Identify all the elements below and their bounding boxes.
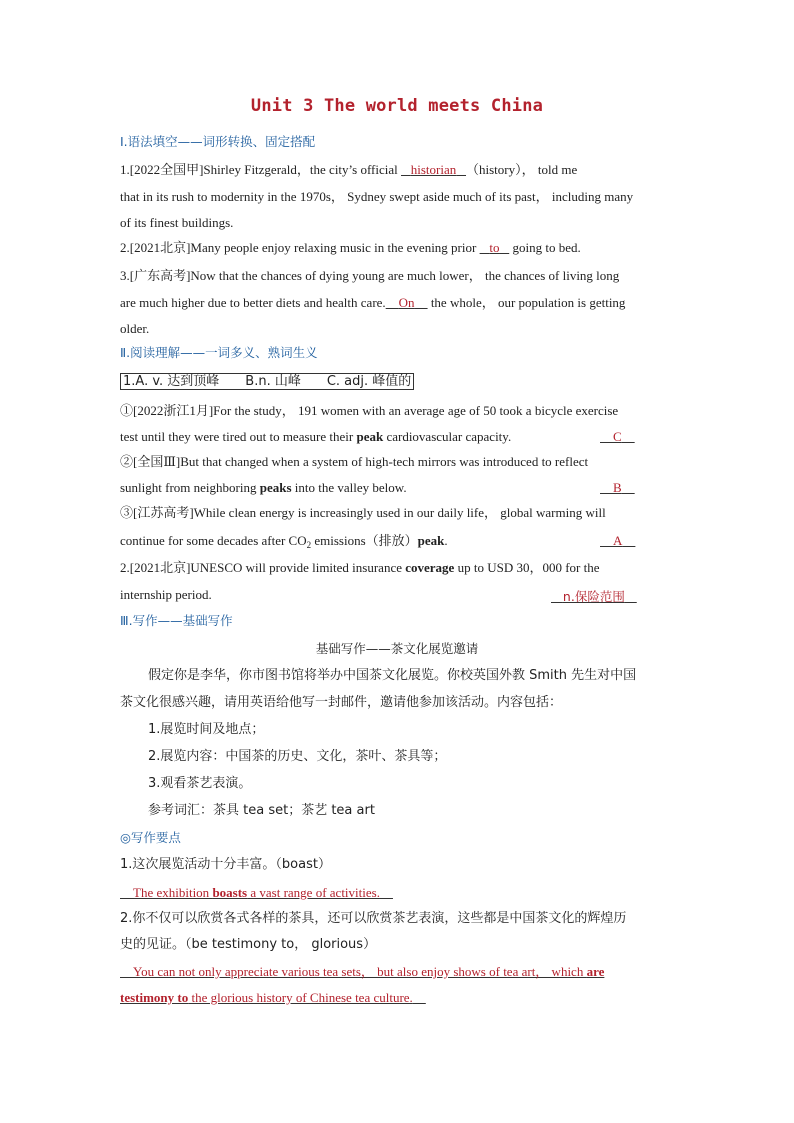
s2-item1-keyword: peak bbox=[356, 429, 384, 444]
s2-item2-text: sunlight from neighboring bbox=[120, 480, 260, 495]
page-title: Unit 3 The world meets China bbox=[250, 96, 544, 116]
s3-key-heading: ◎写作要点 bbox=[120, 830, 181, 845]
s1-q3-line1: 3.[广东高考]Now that the chances of dying young are much lower， the chances of living long bbox=[120, 268, 620, 283]
s2-item3-line1: ③[江苏高考]While clean energy is increasingly used in our daily life， global warming will bbox=[120, 505, 606, 520]
s2-item1-answer: C bbox=[613, 429, 622, 444]
s2-options bbox=[120, 373, 414, 390]
s2-options-box: 1.A. v. 达到顶峰 B.n. 山峰 C. adj. 峰值的 bbox=[120, 373, 414, 390]
s3-k2-question-line2: 史的见证。（be testimony to， glorious） bbox=[120, 937, 377, 952]
s3-k2-answer-line1: You can not only appreciate various tea sets， but also enjoy shows of tea art， which are bbox=[133, 964, 605, 979]
s2-item1-line2 bbox=[120, 429, 511, 445]
s1-q3-text-after: the whole， our population is getting bbox=[427, 295, 626, 310]
section2-heading: Ⅱ.阅读理解——一词多义、熟词生义 bbox=[120, 345, 318, 360]
s1-q1-answer: historian bbox=[410, 162, 457, 177]
s3-point-2: 2.展览内容：中国茶的历史、文化，茶叶、茶具等； bbox=[148, 749, 447, 764]
s2-q2-text-after: up to USD 30，000 for the bbox=[454, 560, 600, 575]
section3-heading: Ⅲ.写作——基础写作 bbox=[120, 613, 233, 628]
s1-q1-text: 1.[2022全国甲]Shirley Fitzgerald，the city’s official bbox=[120, 162, 402, 177]
s2-item3-text: continue for some decades after CO bbox=[120, 533, 307, 548]
s1-q3-text: are much higher due to better diets and health care. bbox=[120, 295, 386, 310]
s3-prompt-line1: 假定你是李华，你市图书馆将举办中国茶文化展览。你校英国外教 Smith 先生对中国 bbox=[148, 668, 637, 683]
s2-item2-text-after: into the valley below. bbox=[291, 480, 407, 495]
s2-item2-line1: ②[全国Ⅲ]But that changed when a system of high-tech mirrors was introduced to reflect bbox=[120, 454, 589, 469]
s2-q2-line1 bbox=[120, 560, 600, 576]
s1-q1-line1 bbox=[120, 162, 577, 178]
s1-q3-line2 bbox=[120, 295, 625, 311]
s2-item1-line1: ①[2022浙江1月]For the study， 191 women with an average age of 50 took a bicycle exercise bbox=[120, 403, 619, 418]
s2-item1-text-after: cardiovascular capacity. bbox=[383, 429, 512, 444]
s2-item3-answer: A bbox=[613, 533, 623, 548]
s3-subtitle: 基础写作——茶文化展览邀请 bbox=[315, 641, 479, 656]
s3-k1-question: 1.这次展览活动十分丰富。（boast） bbox=[120, 857, 331, 872]
s2-q2-answer: n.保险范围 bbox=[562, 589, 625, 604]
s1-q1-line2: that in its rush to modernity in the 1970s， Sydney swept aside much of its past， including many bbox=[120, 189, 634, 204]
s2-item2-answer: B bbox=[613, 480, 622, 495]
s2-item3-line2 bbox=[120, 533, 448, 553]
s2-item3-text-after: . bbox=[444, 533, 448, 548]
s2-q2-line2: internship period. bbox=[120, 587, 212, 602]
s2-item2-keyword: peaks bbox=[259, 480, 292, 495]
s3-k2-question-line1: 2.你不仅可以欣赏各式各样的茶具，还可以欣赏茶艺表演，这些都是中国茶文化的辉煌历 bbox=[120, 911, 627, 926]
s2-q2-text: 2.[2021北京]UNESCO will provide limited insurance bbox=[120, 560, 406, 575]
s3-k1-answer: The exhibition boasts a vast range of activities. bbox=[133, 885, 380, 900]
section1-heading: Ⅰ.语法填空——词形转换、固定搭配 bbox=[120, 134, 316, 149]
s2-item3-subscript: 2 bbox=[306, 540, 312, 550]
s1-q3-answer: On bbox=[398, 295, 415, 310]
s2-item3-text-mid: emissions（排放） bbox=[311, 533, 418, 548]
s2-item2-line2 bbox=[120, 480, 407, 496]
s1-q2-text: 2.[2021北京]Many people enjoy relaxing music in the evening prior bbox=[120, 240, 480, 255]
s3-prompt-line2: 茶文化很感兴趣，请用英语给他写一封邮件，邀请他参加该活动。内容包括： bbox=[120, 695, 563, 710]
s1-q2-line bbox=[120, 240, 581, 256]
s3-k2-answer-line2: testimony to the glorious history of Chinese tea culture. bbox=[120, 990, 413, 1005]
s3-point-1: 1.展览时间及地点； bbox=[148, 722, 265, 737]
s2-q2-keyword: coverage bbox=[405, 560, 455, 575]
s1-q1-text-after: （history）， told me bbox=[466, 162, 578, 177]
s2-item1-text: test until they were tired out to measure their bbox=[120, 429, 357, 444]
s1-q3-line3: older. bbox=[120, 321, 150, 336]
s1-q1-line3: of its finest buildings. bbox=[120, 215, 234, 230]
s1-q2-text-after: going to bed. bbox=[509, 240, 581, 255]
s1-q2-answer: to bbox=[489, 240, 500, 255]
s3-vocab: 参考词汇：茶具 tea set；茶艺 tea art bbox=[148, 803, 375, 818]
s3-point-3: 3.观看茶艺表演。 bbox=[148, 776, 252, 791]
s2-item3-keyword: peak bbox=[417, 533, 445, 548]
